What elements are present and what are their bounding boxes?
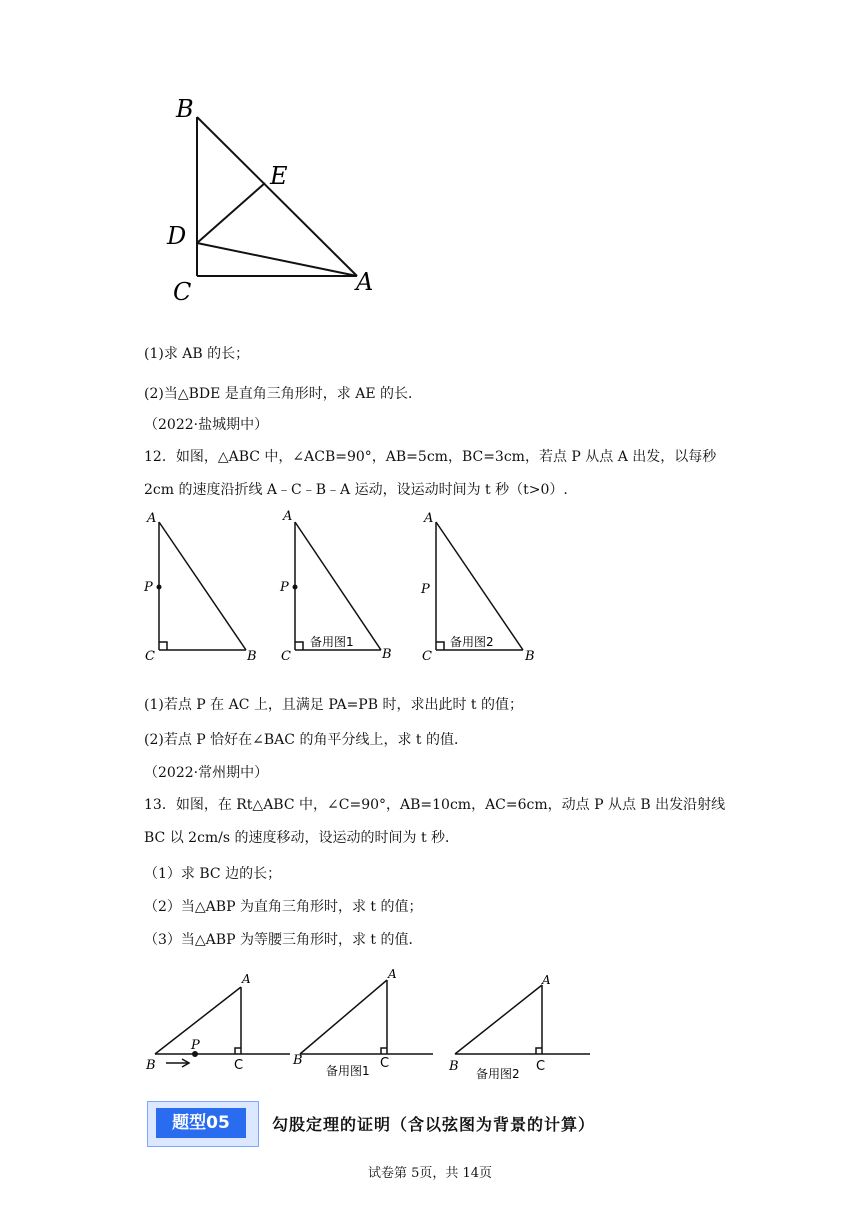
f2-label-A: A bbox=[388, 967, 397, 981]
t3-label-B: B bbox=[525, 649, 535, 664]
spare-figure-2-caption-q13: 备用图2 bbox=[476, 1067, 520, 1081]
q12-line2: 2cm 的速度沿折线 A﹣C﹣B﹣A 运动，设运动时间为 t 秒（t>0）. bbox=[144, 482, 568, 498]
label-E: E bbox=[270, 162, 288, 190]
label-C: C bbox=[173, 278, 192, 306]
section-badge bbox=[147, 1101, 259, 1147]
page-footer: 试卷第 5页，共 14页 bbox=[367, 1166, 493, 1181]
q13-part2: （2）当△ABP 为直角三角形时，求 t 的值； bbox=[144, 899, 423, 915]
t2-label-C: C bbox=[281, 649, 291, 664]
spare-figure-2-caption: 备用图2 bbox=[450, 635, 494, 649]
t1-label-B: B bbox=[247, 649, 257, 664]
label-D: D bbox=[167, 222, 187, 250]
source-q13: （2022·常州期中） bbox=[144, 765, 269, 781]
q11-part1: (1)求 AB 的长； bbox=[144, 346, 250, 362]
q13-part1: （1）求 BC 边的长； bbox=[144, 866, 282, 882]
t3-label-A: A bbox=[424, 511, 434, 526]
spare-figure-1-caption-q13: 备用图1 bbox=[326, 1064, 370, 1078]
point-P-spare1 bbox=[293, 585, 298, 590]
label-A: A bbox=[356, 268, 374, 296]
f1-label-C: C bbox=[234, 1058, 244, 1073]
f1-label-B: B bbox=[146, 1058, 156, 1073]
t3-label-P: P bbox=[421, 582, 430, 597]
f2-label-B: B bbox=[293, 1053, 303, 1068]
f3-label-C: C bbox=[536, 1059, 546, 1074]
source-q12: （2022·盐城期中） bbox=[144, 417, 269, 433]
spare-figure-1-caption: 备用图1 bbox=[310, 635, 354, 649]
f3-label-A: A bbox=[542, 973, 551, 987]
f1-label-A: A bbox=[242, 972, 251, 986]
q12-part1: (1)若点 P 在 AC 上，且满足 PA=PB 时，求出此时 t 的值； bbox=[144, 697, 523, 713]
figure-q13 bbox=[140, 965, 610, 1085]
q13-part3: （3）当△ABP 为等腰三角形时，求 t 的值． bbox=[144, 932, 423, 948]
point-P bbox=[157, 585, 162, 590]
q13-line1: 13．如图，在 Rt△ABC 中，∠C=90°，AB=10cm，AC=6cm，动点 P 从点 B 出发沿射线 bbox=[144, 797, 726, 813]
f2-label-C: C bbox=[380, 1056, 390, 1071]
t2-label-P: P bbox=[280, 580, 289, 595]
label-B: B bbox=[176, 95, 194, 123]
t1-label-P: P bbox=[144, 580, 153, 595]
figure-q11 bbox=[160, 90, 390, 310]
q11-part2: (2)当△BDE 是直角三角形时，求 AE 的长． bbox=[144, 386, 423, 402]
t1-label-C: C bbox=[145, 649, 155, 664]
q12-line1: 12．如图，△ABC 中，∠ACB=90°，AB=5cm，BC=3cm，若点 P 从点 A 出发，以每秒 bbox=[144, 449, 717, 465]
t1-label-A: A bbox=[147, 511, 157, 526]
section-title: 勾股定理的证明（含以弦图为背景的计算） bbox=[272, 1115, 596, 1134]
q13-line2: BC 以 2cm/s 的速度移动，设运动的时间为 t 秒． bbox=[144, 830, 460, 846]
q12-part2: (2)若点 P 恰好在∠BAC 的角平分线上，求 t 的值． bbox=[144, 732, 468, 748]
t2-label-B: B bbox=[382, 647, 392, 662]
f3-label-B: B bbox=[449, 1059, 459, 1074]
t3-label-C: C bbox=[422, 649, 432, 664]
t2-label-A: A bbox=[283, 509, 293, 524]
f1-label-P: P bbox=[191, 1038, 200, 1053]
figure-q12 bbox=[140, 505, 540, 675]
section-badge-label: 题型05 bbox=[156, 1108, 246, 1138]
